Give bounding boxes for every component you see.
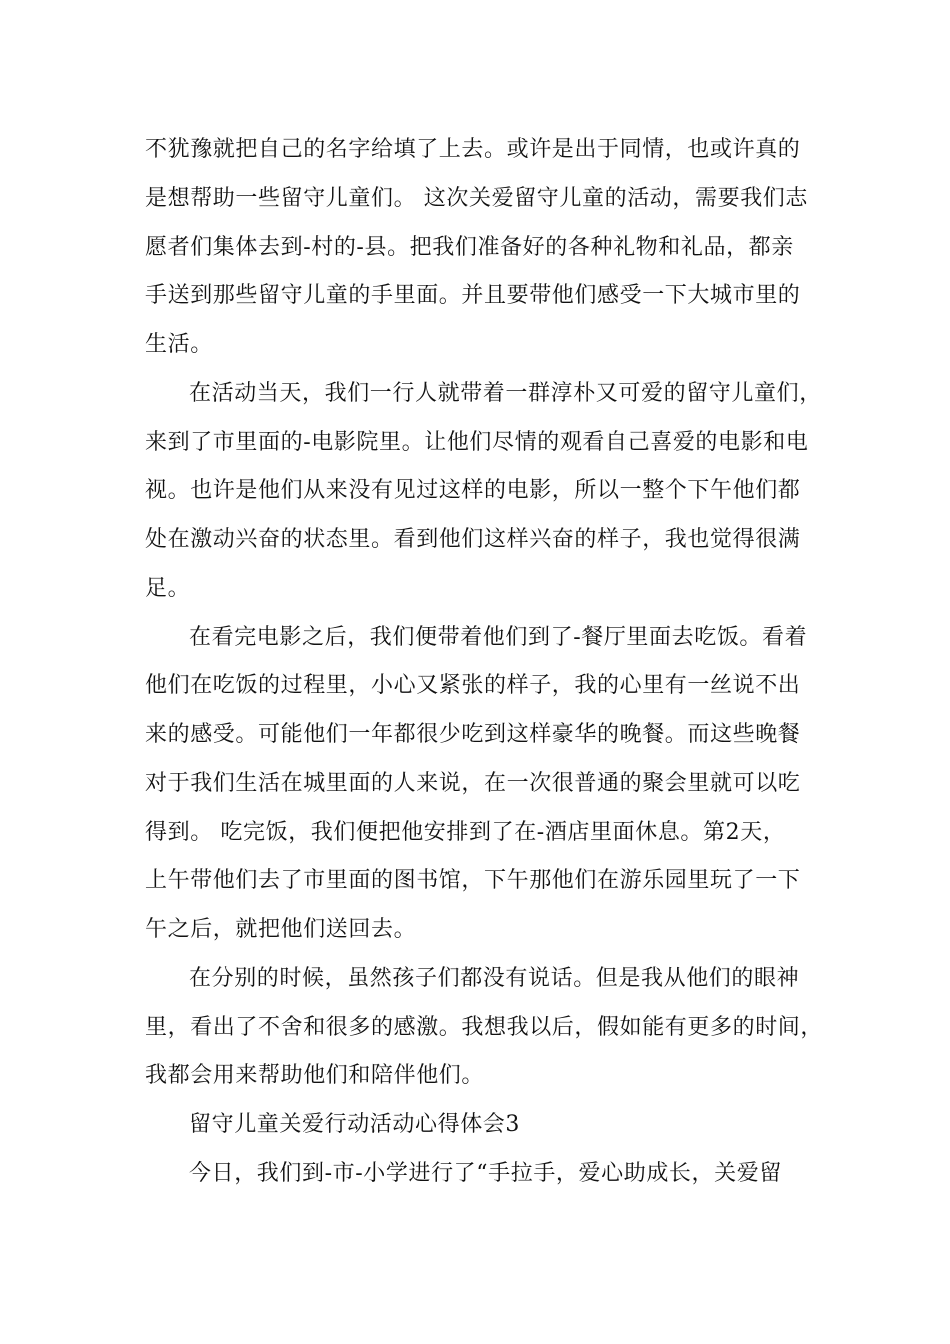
paragraph-start-line: 今日，我们到-市-小学进行了“手拉手，爱心助成长，关爱留 <box>189 1160 782 1186</box>
text-line: 生活。 <box>145 332 213 357</box>
text-line: 我都会用来帮助他们和陪伴他们。 <box>145 1063 485 1089</box>
text-line: 处在激动兴奋的状态里。看到他们这样兴奋的样子，我也觉得很满 <box>145 527 801 552</box>
text-line: 里，看出了不舍和很多的感激。我想我以后，假如能有更多的时间， <box>145 1014 824 1040</box>
text-line: 愿者们集体去到-村的-县。把我们准备好的各种礼物和礼品，都亲 <box>145 234 794 260</box>
text-line: 午之后，就把他们送回去。 <box>145 917 417 942</box>
text-line: 足。 <box>145 575 191 601</box>
text-line: 是想帮助一些留守儿童们。 这次关爱留守儿童的活动，需要我们志 <box>145 185 808 211</box>
body-text <box>145 126 824 1199</box>
text-line: 对于我们生活在城里面的人来说，在一次很普通的聚会里就可以吃 <box>145 770 801 796</box>
text-line: 来的感受。可能他们一年都很少吃到这样豪华的晚餐。而这些晚餐 <box>145 722 801 747</box>
paragraph-start-line: 在分别的时候，虽然孩子们都没有说话。但是我从他们的眼神 <box>189 965 800 991</box>
text-line: 来到了市里面的-电影院里。让他们尽情的观看自己喜爱的电影和电 <box>145 429 809 455</box>
text-line: 上午带他们去了市里面的图书馆，下午那他们在游乐园里玩了一下 <box>145 868 801 894</box>
text-line: 手送到那些留守儿童的手里面。并且要带他们感受一下大城市里的 <box>145 283 801 309</box>
text-line: 他们在吃饭的过程里，小心又紧张的样子，我的心里有一丝说不出 <box>145 673 801 699</box>
text-line: 视。也许是他们从来没有见过这样的电影，所以一整个下午他们都 <box>145 478 801 504</box>
text-line: 得到。 吃完饭，我们便把他安排到了在-酒店里面休息。第2天， <box>145 819 786 845</box>
paragraph-start-line: 在活动当天，我们一行人就带着一群淳朴又可爱的留守儿童们， <box>189 380 822 406</box>
section-heading: 留守儿童关爱行动活动心得体会3 <box>189 1112 520 1137</box>
text-line: 不犹豫就把自己的名字给填了上去。或许是出于同情，也或许真的 <box>145 137 801 162</box>
paragraph-start-line: 在看完电影之后，我们便带着他们到了-餐厅里面去吃饭。看着 <box>189 624 808 650</box>
